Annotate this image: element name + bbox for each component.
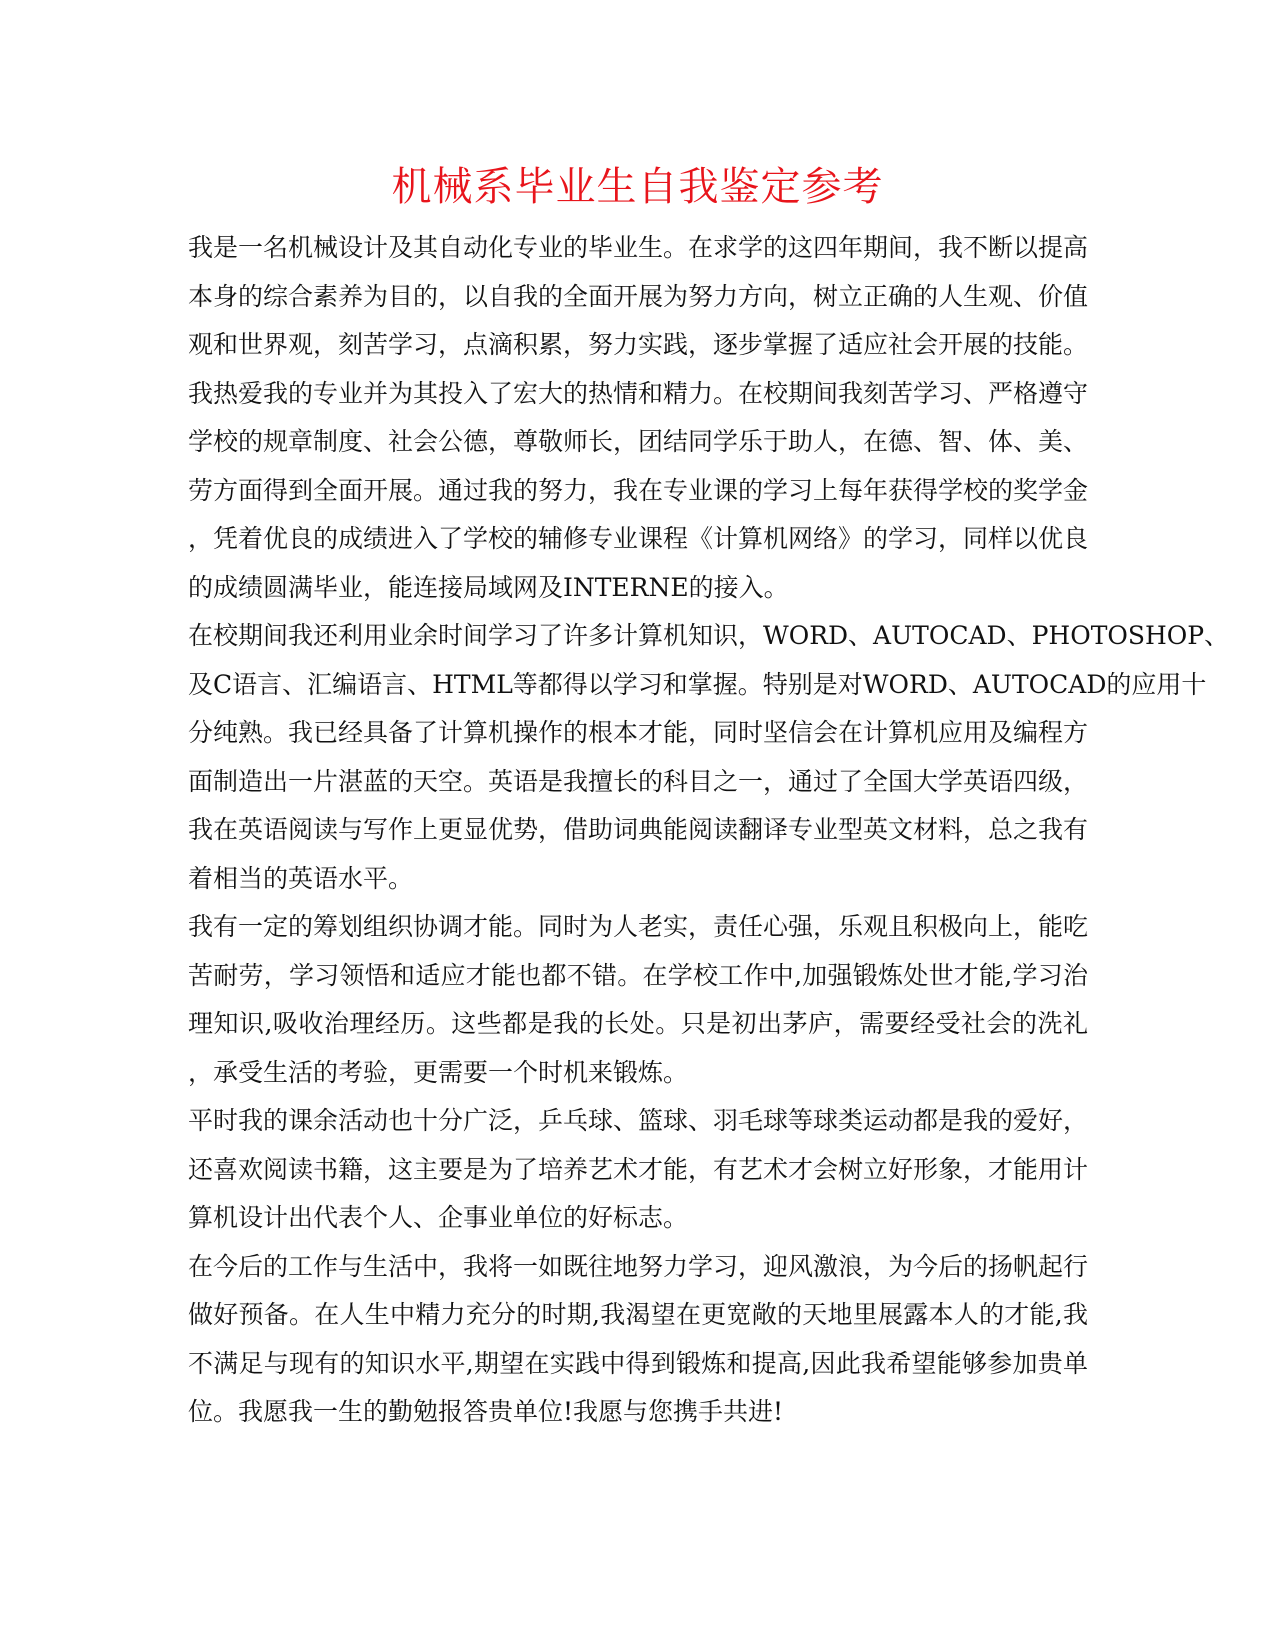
body-line: 我有一定的筹划组织协调才能。同时为人老实，责任心强，乐观且积极向上，能吃 xyxy=(188,912,1089,941)
body-line: 位。我愿我一生的勤勉报答贵单位!我愿与您携手共进! xyxy=(188,1397,784,1426)
body-line: 理知识,吸收治理经历。这些都是我的长处。只是初出茅庐，需要经受社会的洗礼 xyxy=(188,1009,1088,1038)
body-line: 做好预备。在人生中精力充分的时期,我渴望在更宽敞的天地里展露本人的才能,我 xyxy=(188,1300,1088,1329)
body-line: ，凭着优良的成绩进入了学校的辅修专业课程《计算机网络》的学习，同样以优良 xyxy=(188,524,1089,553)
body-line: 我是一名机械设计及其自动化专业的毕业生。在求学的这四年期间，我不断以提高 xyxy=(188,233,1089,262)
body-line: 着相当的英语水平。 xyxy=(188,863,414,893)
body-line: 在校期间我还利用业余时间学习了许多计算机知识，WORD、AUTOCAD、PHOTOSHOP、 xyxy=(188,621,1230,650)
body-line: 及C语言、汇编语言、HTML等都得以学习和掌握。特别是对WORD、AUTOCAD的应用十 xyxy=(188,669,1207,699)
body-line: 面制造出一片湛蓝的天空。英语是我擅长的科目之一，通过了全国大学英语四级， xyxy=(188,766,1089,796)
body-line: 的成绩圆满毕业，能连接局域网及INTERNE的接入。 xyxy=(188,572,789,602)
body-line: 我热爱我的专业并为其投入了宏大的热情和精力。在校期间我刻苦学习、严格遵守 xyxy=(188,378,1089,408)
body-line: 分纯熟。我已经具备了计算机操作的根本才能，同时坚信会在计算机应用及编程方 xyxy=(188,718,1089,747)
body-line: 还喜欢阅读书籍，这主要是为了培养艺术才能，有艺术才会树立好形象，才能用计 xyxy=(188,1154,1089,1184)
body-line: 观和世界观，刻苦学习，点滴积累，努力实践，逐步掌握了适应社会开展的技能。 xyxy=(188,330,1089,359)
body-line: 苦耐劳，学习领悟和适应才能也都不错。在学校工作中,加强锻炼处世才能,学习治 xyxy=(188,960,1088,990)
document-title: 机械系毕业生自我鉴定参考 xyxy=(391,164,884,210)
body-line: 我在英语阅读与写作上更显优势，借助词典能阅读翻译专业型英文材料，总之我有 xyxy=(188,815,1089,844)
body-line: 劳方面得到全面开展。通过我的努力，我在专业课的学习上每年获得学校的奖学金 xyxy=(188,475,1089,505)
body-line: 不满足与现有的知识水平,期望在实践中得到锻炼和提高,因此我希望能够参加贵单 xyxy=(188,1348,1088,1378)
body-line: ，承受生活的考验，更需要一个时机来锻炼。 xyxy=(188,1057,689,1087)
body-line: 学校的规章制度、社会公德，尊敬师长，团结同学乐于助人，在德、智、体、美、 xyxy=(188,427,1089,456)
body-line: 算机设计出代表个人、企事业单位的好标志。 xyxy=(188,1203,689,1232)
document-body xyxy=(188,224,1230,1437)
body-line: 在今后的工作与生活中，我将一如既往地努力学习，迎风激浪，为今后的扬帆起行 xyxy=(188,1251,1089,1281)
body-line: 平时我的课余活动也十分广泛，乒乓球、篮球、羽毛球等球类运动都是我的爱好， xyxy=(188,1106,1089,1135)
body-line: 本身的综合素养为目的，以自我的全面开展为努力方向，树立正确的人生观、价值 xyxy=(188,281,1089,311)
